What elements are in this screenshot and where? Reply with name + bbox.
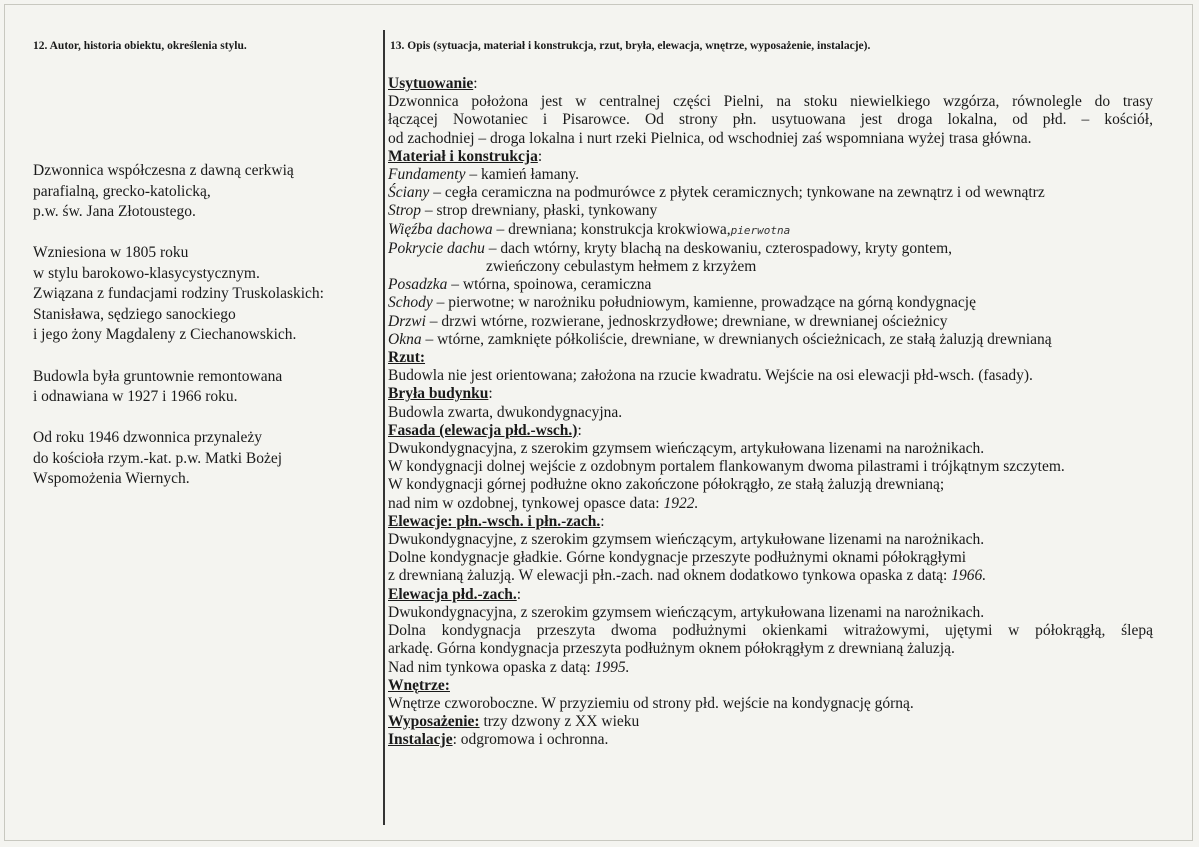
material-label: Posadzka (388, 276, 448, 294)
fasada-line: Dwukondygnacyjna, z szerokim gzymsem wieńczącym, artykułowana lizenami na narożnikach. (388, 440, 985, 458)
material-label: Więźba dachowa (388, 220, 493, 238)
material-label: Fundamenty (388, 166, 466, 184)
history-text (33, 161, 373, 510)
colon: : (577, 421, 582, 439)
wyposazenie-text: trzy dzwony z XX wieku (479, 713, 640, 731)
colon: : (600, 512, 605, 530)
left-column-heading: 12. Autor, historia obiektu, określenia stylu. (33, 40, 247, 52)
history-paragraph: Wzniesiona w 1805 roku w stylu barokowo-klasycystycznym. Związana z fundacjami rodziny Truskolaskich: Stanisława, sędziego sanockiego i jego żony Magdaleny z Ciechanowskich. (33, 244, 324, 343)
material-item (388, 221, 1153, 240)
fasada-line: W kondygnacji górnej podłużne okno zakończone półokrągło, ze stałą żaluzją drewnianą; (388, 476, 945, 494)
fasada-line: nad nim w ozdobnej, tynkowej opasce data: 1922. (388, 494, 699, 512)
material-label: Schody (388, 294, 433, 312)
usytuowanie-line: łączącej Nowotaniec i Pisarowce. Od strony płn. usytuowana jest droga lokalna, od płd. – kościół, (388, 111, 1153, 129)
material-text: – cegła ceramiczna na podmurówce z płytek ceramicznych; tynkowane na zewnątrz i od wewnątrz (429, 184, 1045, 202)
bryla-text: Budowla zwarta, dwukondygnacyjna. (388, 403, 623, 421)
elewacje-line: Dolne kondygnacje gładkie. Górne kondygnacje przeszyte podłużnymi oknami półokrągłymi (388, 549, 967, 567)
material-item (388, 184, 1153, 202)
handwritten-note: pierwotna (730, 223, 791, 237)
elewacja-pld-line: arkadę. Górna kondygnacja przeszyta podłużnym oknem półokrągłym z drewnianą żaluzją. (388, 640, 955, 658)
colon: : (537, 147, 543, 165)
colon: : (488, 385, 493, 403)
section-title-instalacje: Instalacje (388, 731, 453, 749)
material-item (388, 276, 1153, 294)
material-item (388, 166, 1153, 184)
history-paragraph: Od roku 1946 dzwonnica przynależy do kościoła rzym.-kat. p.w. Matki Bożej Wspomożenia Wiernych. (33, 429, 283, 487)
elewacja-pld-line: Dolna kondygnacja przeszyta dwoma podłużnymi okienkami witrażowymi, ujętymi w półokrągłą, ślepą (388, 622, 1153, 640)
section-title-bryla: Bryła budynku (388, 385, 489, 403)
material-text: – wtórna, spoinowa, ceramiczna (447, 276, 652, 294)
material-item (388, 240, 1153, 258)
section-title-elewacje: Elewacje: płn.-wsch. i płn.-zach. (388, 512, 601, 530)
section-title-wyposazenie: Wyposażenie: (388, 713, 480, 731)
material-label: Ściany (388, 184, 430, 202)
material-label: Okna (388, 330, 422, 348)
material-item (388, 331, 1153, 349)
material-label: Strop (388, 202, 422, 220)
material-label: Drzwi (388, 312, 426, 330)
usytuowanie-line: od zachodniej – droga lokalna i nurt rzeki Pielnica, od wschodniej zaś wspomniana wyżej trasa główna. (388, 129, 1032, 147)
colon: : (473, 75, 478, 92)
column-divider (383, 30, 385, 825)
section-title-fasada: Fasada (elewacja płd.-wsch.) (388, 421, 578, 439)
rzut-text: Budowla nie jest orientowana; założona na rzucie kwadratu. Wejście na osi elewacji płd-wsch. (fasady). (388, 367, 1033, 385)
elewacja-pld-line: Dwukondygnacyjna, z szerokim gzymsem wieńczącym, artykułowana lizenami na narożnikach. (388, 603, 985, 621)
section-title-usytuowanie: Usytuowanie (388, 75, 474, 92)
date-value: 1995. (594, 658, 630, 676)
material-text: zwieńczony cebulastym hełmem z krzyżem (486, 258, 757, 276)
section-title-elewacja-pld: Elewacja płd.-zach. (388, 585, 517, 603)
material-item (388, 313, 1153, 331)
section-title-rzut: Rzut: (388, 349, 426, 367)
material-text: – pierwotne; w narożniku południowym, kamienne, prowadzące na górną kondygnację (432, 294, 976, 312)
material-label: Pokrycie dachu (388, 239, 485, 257)
usytuowanie-line: Dzwonnica położona jest w centralnej części Pielni, na stoku niewielkiego wzgórza, równolegle do trasy (388, 93, 1153, 111)
material-item (388, 202, 1153, 220)
section-title-wnetrze: Wnętrze: (388, 676, 450, 694)
material-text: – kamień łamany. (465, 166, 579, 184)
elewacja-pld-line: Nad nim tynkowa opaska z datą: 1995. (388, 658, 630, 676)
material-item (388, 258, 1153, 276)
material-text: – drzwi wtórne, rozwierane, jednoskrzydłowe; drewniane, w drewnianej ościeżnicy (425, 312, 948, 330)
instalacje-text: : odgromowa i ochronna. (452, 731, 609, 749)
material-text: – dach wtórny, kryty blachą na deskowaniu, czterospadowy, kryty gontem, (484, 239, 953, 257)
material-item (388, 294, 1153, 312)
colon: : (516, 585, 522, 603)
section-title-material: Materiał i konstrukcja (388, 147, 538, 165)
material-text: – wtórne, zamknięte półkoliście, drewniane, w drewnianych ościeżnicach, ze stałą żaluzją drewnianą (421, 330, 1052, 348)
material-text: – drewniana; konstrukcja krokwiowa, (492, 220, 731, 238)
fasada-line: W kondygnacji dolnej wejście z ozdobnym portalem flankowanym dwoma pilastrami i trójkątnym szczytem. (388, 458, 1065, 476)
right-column-heading: 13. Opis (sytuacja, materiał i konstrukcja, rzut, bryła, elewacja, wnętrze, wyposażenie, instalacje). (390, 40, 871, 52)
elewacje-line: Dwukondygnacyjne, z szerokim gzymsem wieńczącym, artykułowane lizenami na narożnikach. (388, 531, 985, 549)
wnetrze-text: Wnętrze czworoboczne. W przyziemiu od strony płd. wejście na kondygnację górną. (388, 694, 914, 712)
description-text (388, 75, 1153, 750)
material-text: – strop drewniany, płaski, tynkowany (421, 202, 658, 220)
date-value: 1966. (951, 567, 987, 585)
history-paragraph: Budowla była gruntownie remontowana i odnawiana w 1927 i 1966 roku. (33, 367, 283, 405)
history-paragraph: Dzwonnica współczesna z dawną cerkwią parafialną, grecko-katolicką, p.w. św. Jana Złotoustego. (33, 162, 294, 220)
date-value: 1922. (663, 494, 699, 512)
elewacje-line: z drewnianą żaluzją. W elewacji płn.-zach. nad oknem dodatkowo tynkowa opaska z datą: 1966. (388, 567, 987, 585)
